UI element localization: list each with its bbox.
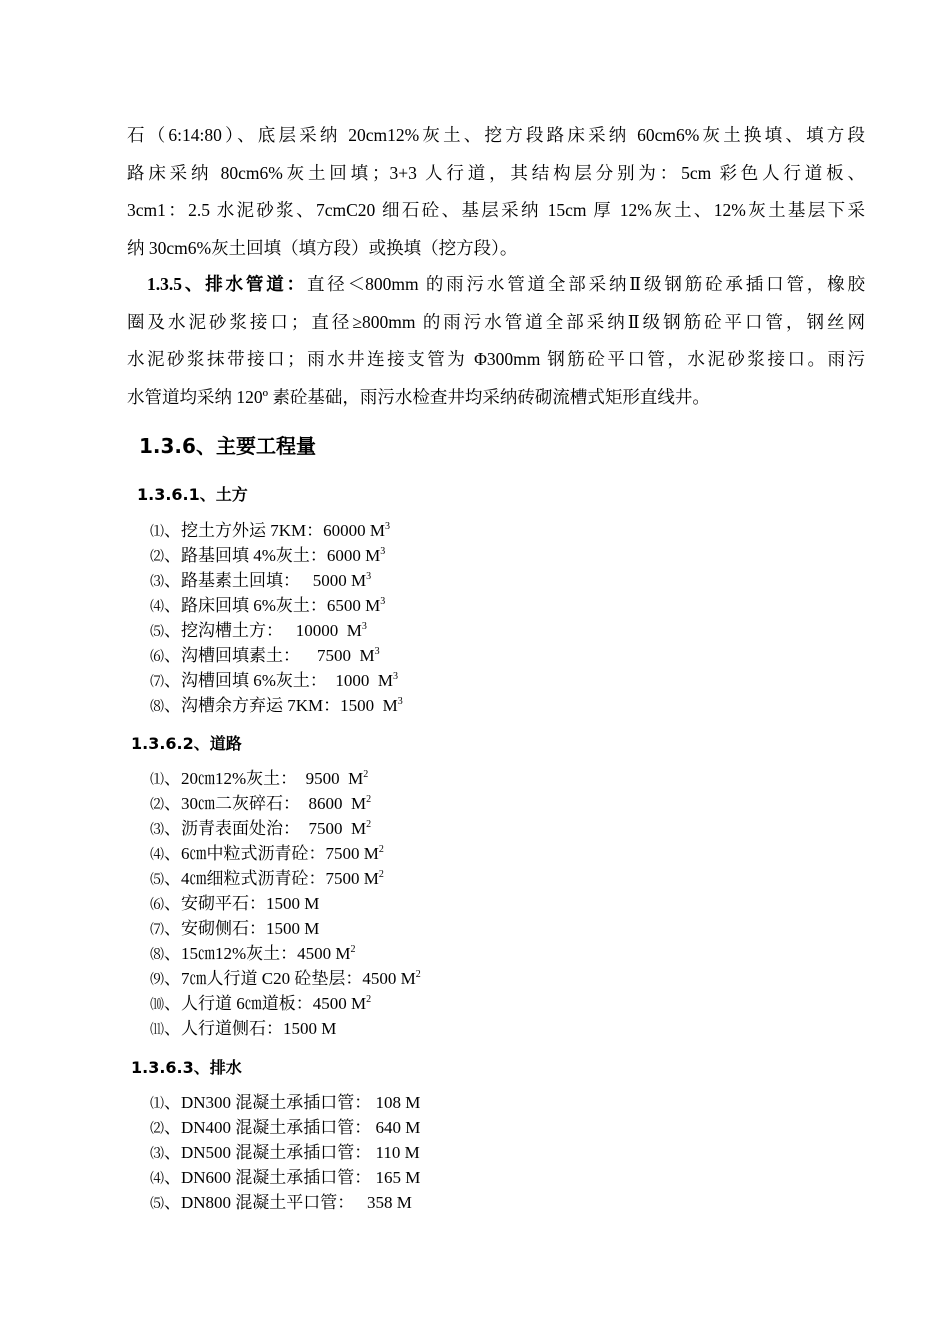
list-item <box>150 1090 420 1115</box>
list-item <box>150 1190 420 1215</box>
road-list <box>150 766 421 1041</box>
item-text: 、DN800 混凝土平口管： 358 M <box>164 1193 412 1212</box>
text-line: 水管道均采纳 120º 素砼基础，雨污水检查井均采纳砖砌流槽式矩形直线井。 <box>127 386 710 407</box>
text-line: 圈及水泥砂浆接口；直径≥800mm 的雨污水管道全部采纳Ⅱ级钢筋砼平口管，钢丝网 <box>127 311 865 332</box>
list-item <box>150 991 421 1016</box>
text-run: 直径＜800mm 的雨污水管道全部采纳Ⅱ级钢筋砼承插口管，橡胶 <box>306 274 866 294</box>
item-number: ⑴ <box>150 1097 164 1112</box>
text-line: 3cm1：2.5 水泥砂浆、7cmC20 细石砼、基层采纳 15cm 厚 12%灰土、12%灰土基层下采 <box>127 200 865 220</box>
list-item <box>150 891 421 916</box>
item-number: ⑵ <box>150 550 164 565</box>
item-number: ⑶ <box>150 575 164 590</box>
unit-exponent: 2 <box>378 869 384 880</box>
item-number: ⑾ <box>150 1023 164 1038</box>
list-item <box>150 693 403 718</box>
text-line: 路床采纳 80cm6%灰土回填；3+3 人行道，其结构层分别为：5cm 彩色人行道板、 <box>127 162 865 183</box>
text-line <box>127 266 865 304</box>
text-line: 纳 30cm6%灰土回填（填方段）或换填（挖方段）。 <box>127 237 518 258</box>
item-text: 、4㎝细粒式沥青砼：7500 M <box>164 869 379 888</box>
item-text: 、挖沟槽土方： 10000 M <box>164 621 362 640</box>
item-text: 、DN600 混凝土承插口管： 165 M <box>164 1168 421 1187</box>
unit-exponent: 2 <box>350 944 356 955</box>
list-item <box>150 866 421 891</box>
item-number: ⑺ <box>150 923 164 938</box>
item-text: 、15㎝12%灰土：4500 M <box>164 944 351 963</box>
section-title: 1.3.6、主要工程量 <box>139 434 316 458</box>
item-number: ⑷ <box>150 600 164 615</box>
paragraph-pavement-structure <box>127 117 865 267</box>
list-item <box>150 916 421 941</box>
unit-exponent: 2 <box>366 994 372 1005</box>
item-text: 、7㎝人行道 C20 砼垫层：4500 M <box>164 969 416 988</box>
item-number: ⑻ <box>150 700 164 715</box>
list-item <box>150 1016 421 1041</box>
unit-exponent: 2 <box>366 794 372 805</box>
item-number: ⑹ <box>150 650 164 665</box>
item-number: ⑶ <box>150 1147 164 1162</box>
list-item <box>150 518 403 543</box>
item-text: 、DN300 混凝土承插口管： 108 M <box>164 1093 421 1112</box>
unit-exponent: 3 <box>385 521 391 532</box>
item-text: 、20㎝12%灰土： 9500 M <box>164 769 364 788</box>
drainage-heading: 1.3.6.3、排水 <box>131 1058 242 1077</box>
list-item <box>150 618 403 643</box>
item-number: ⑶ <box>150 823 164 838</box>
unit-exponent: 3 <box>361 621 367 632</box>
list-item <box>150 543 403 568</box>
item-number: ⑵ <box>150 1122 164 1137</box>
item-number: ⑸ <box>150 873 164 888</box>
unit-exponent: 2 <box>363 769 369 780</box>
drainage-list <box>150 1090 420 1215</box>
item-number: ⑻ <box>150 948 164 963</box>
list-item <box>150 766 421 791</box>
unit-exponent: 3 <box>393 671 399 682</box>
unit-exponent: 3 <box>380 596 386 607</box>
list-item <box>150 1115 420 1140</box>
item-text: 、沟槽回填素土： 7500 M <box>164 646 375 665</box>
item-text: 、6㎝中粒式沥青砼：7500 M <box>164 844 379 863</box>
item-number: ⑸ <box>150 625 164 640</box>
item-number: ⑺ <box>150 675 164 690</box>
earthwork-list <box>150 518 403 718</box>
item-text: 、DN500 混凝土承插口管： 110 M <box>164 1143 420 1162</box>
item-text: 、沟槽回填 6%灰土： 1000 M <box>164 671 394 690</box>
item-number: ⑼ <box>150 973 164 988</box>
item-number: ⑽ <box>150 998 164 1013</box>
item-number: ⑷ <box>150 1172 164 1187</box>
unit-exponent: 3 <box>380 546 386 557</box>
item-number: ⑴ <box>150 773 164 788</box>
road-heading: 1.3.6.2、道路 <box>131 734 242 753</box>
list-item <box>150 643 403 668</box>
list-item <box>150 841 421 866</box>
earthwork-heading: 1.3.6.1、土方 <box>137 485 248 504</box>
item-number: ⑸ <box>150 1197 164 1212</box>
unit-exponent: 3 <box>374 646 380 657</box>
unit-exponent: 2 <box>378 844 384 855</box>
item-text: 、人行道侧石：1500 M <box>164 1019 337 1038</box>
unit-exponent: 3 <box>366 571 372 582</box>
item-text: 、安砌平石：1500 M <box>164 894 320 913</box>
item-text: 、路床回填 6%灰土：6500 M <box>164 596 381 615</box>
list-item <box>150 966 421 991</box>
item-number: ⑷ <box>150 848 164 863</box>
list-item <box>150 593 403 618</box>
list-item <box>150 1140 420 1165</box>
text-line: 水泥砂浆抹带接口；雨水井连接支管为 Φ300mm 钢筋砼平口管，水泥砂浆接口。雨污 <box>127 349 865 369</box>
list-item <box>150 941 421 966</box>
item-text: 、路基回填 4%灰土：6000 M <box>164 546 381 565</box>
item-text: 、人行道 6㎝道板：4500 M <box>164 994 367 1013</box>
item-text: 、挖土方外运 7KM：60000 M <box>164 521 386 540</box>
item-text: 、DN400 混凝土承插口管： 640 M <box>164 1118 421 1137</box>
paragraph-drainage-pipes <box>127 266 865 416</box>
list-item <box>150 1165 420 1190</box>
text-line: 石（6:14:80）、底层采纳 20cm12%灰土、挖方段路床采纳 60cm6%灰土换填、填方段 <box>127 125 865 145</box>
item-number: ⑹ <box>150 898 164 913</box>
unit-exponent: 2 <box>415 969 421 980</box>
item-text: 、30㎝二灰碎石： 8600 M <box>164 794 367 813</box>
list-item <box>150 668 403 693</box>
item-text: 、沥青表面处治： 7500 M <box>164 819 367 838</box>
item-text: 、安砌侧石：1500 M <box>164 919 320 938</box>
item-text: 、沟槽余方弃运 7KM：1500 M <box>164 696 398 715</box>
list-item <box>150 791 421 816</box>
item-number: ⑴ <box>150 525 164 540</box>
unit-exponent: 2 <box>366 819 372 830</box>
item-number: ⑵ <box>150 798 164 813</box>
list-item <box>150 568 403 593</box>
unit-exponent: 3 <box>397 696 403 707</box>
subsection-heading: 1.3.5、排水管道： <box>147 274 307 294</box>
list-item <box>150 816 421 841</box>
item-text: 、路基素土回填： 5000 M <box>164 571 367 590</box>
